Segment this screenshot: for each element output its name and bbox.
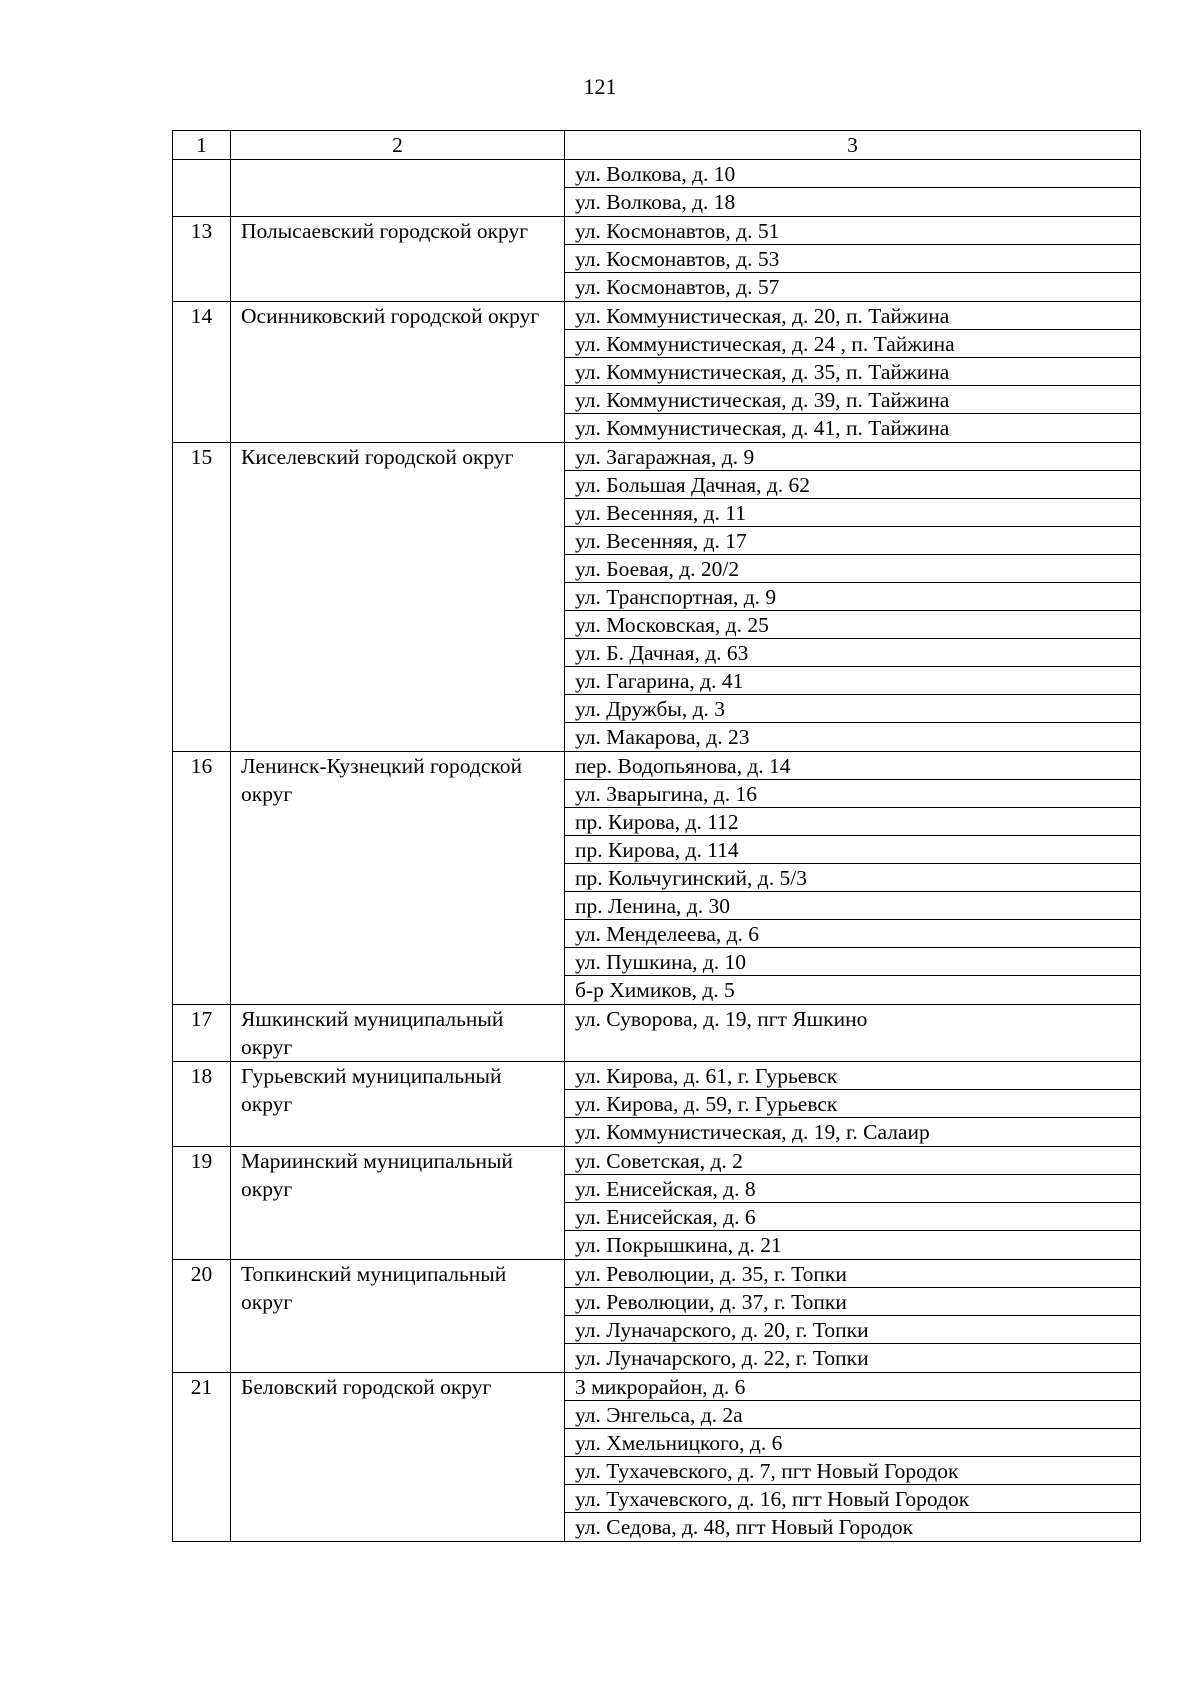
address-cell (565, 1260, 1141, 1373)
address-line: ул. Революции, д. 37, г. Топки (565, 1288, 1140, 1316)
address-line: ул. Дружбы, д. 3 (565, 695, 1140, 723)
table-row-continuation (173, 160, 1141, 217)
row-number: 13 (173, 217, 231, 302)
row-number: 14 (173, 302, 231, 443)
address-line: ул. Транспортная, д. 9 (565, 583, 1140, 611)
address-line: ул. Пушкина, д. 10 (565, 948, 1140, 976)
table-row (173, 443, 1141, 752)
address-cell (565, 302, 1141, 443)
address-line: ул. Коммунистическая, д. 35, п. Тайжина (565, 358, 1140, 386)
address-line: ул. Покрышкина, д. 21 (575, 1233, 782, 1257)
address-line: пр. Кольчугинский, д. 5/3 (565, 864, 1140, 892)
table-row (173, 1062, 1141, 1147)
row-number: 17 (173, 1005, 231, 1062)
address-line: ул. Зварыгина, д. 16 (565, 780, 1140, 808)
address-line: ул. Волкова, д. 18 (575, 190, 736, 214)
district-name: Яшкинский муниципальный округ (231, 1005, 565, 1062)
address-line: ул. Коммунистическая, д. 19, г. Салаир (575, 1120, 930, 1144)
address-line: пр. Ленина, д. 30 (565, 892, 1140, 920)
table-row (173, 1005, 1141, 1062)
address-line: ул. Космонавтов, д. 51 (565, 217, 1140, 245)
table-row (173, 1373, 1141, 1542)
address-line: ул. Коммунистическая, д. 24 , п. Тайжина (565, 330, 1140, 358)
page-number: 121 (583, 74, 617, 99)
address-line: ул. Весенняя, д. 17 (565, 527, 1140, 555)
address-line: ул. Кирова, д. 61, г. Гурьевск (565, 1062, 1140, 1090)
address-line: ул. Суворова, д. 19, пгт Яшкино (575, 1007, 868, 1031)
address-line: ул. Луначарского, д. 20, г. Топки (565, 1316, 1140, 1344)
address-line: ул. Енисейская, д. 6 (565, 1203, 1140, 1231)
address-line: ул. Енисейская, д. 8 (565, 1175, 1140, 1203)
address-line: пер. Водопьянова, д. 14 (565, 752, 1140, 780)
table-header-row (173, 131, 1141, 160)
address-line: ул. Кирова, д. 59, г. Гурьевск (565, 1090, 1140, 1118)
address-line: ул. Коммунистическая, д. 41, п. Тайжина (575, 416, 950, 440)
district-name: Киселевский городской округ (231, 443, 565, 752)
address-cell (565, 1062, 1141, 1147)
table-body (173, 131, 1141, 1542)
address-line: ул. Космонавтов, д. 57 (575, 275, 780, 299)
table-row (173, 752, 1141, 1005)
address-line: ул. Гагарина, д. 41 (565, 667, 1140, 695)
address-line: ул. Коммунистическая, д. 39, п. Тайжина (565, 386, 1140, 414)
row-number-cell (173, 160, 231, 217)
address-line: б-р Химиков, д. 5 (575, 978, 735, 1002)
row-number: 16 (173, 752, 231, 1005)
address-line: ул. Московская, д. 25 (565, 611, 1140, 639)
table-row (173, 302, 1141, 443)
address-line: ул. Советская, д. 2 (565, 1147, 1140, 1175)
district-name: Осинниковский городской округ (231, 302, 565, 443)
address-line: ул. Тухачевского, д. 7, пгт Новый Городок (565, 1457, 1140, 1485)
address-cell (565, 217, 1141, 302)
address-cell (565, 1147, 1141, 1260)
address-line: ул. Революции, д. 35, г. Топки (565, 1260, 1140, 1288)
address-line: ул. Менделеева, д. 6 (565, 920, 1140, 948)
district-name: Мариинский муниципальный округ (231, 1147, 565, 1260)
address-line: пр. Кирова, д. 114 (565, 836, 1140, 864)
address-line: ул. Седова, д. 48, пгт Новый Городок (575, 1515, 914, 1539)
district-name: Беловский городской округ (231, 1373, 565, 1542)
address-cell (565, 443, 1141, 752)
address-line: ул. Б. Дачная, д. 63 (565, 639, 1140, 667)
address-cell (565, 1005, 1141, 1062)
address-line: ул. Волкова, д. 10 (565, 160, 1140, 188)
address-line: ул. Большая Дачная, д. 62 (565, 471, 1140, 499)
district-name: Ленинск-Кузнецкий городской округ (231, 752, 565, 1005)
address-cell (565, 1373, 1141, 1542)
address-line: ул. Космонавтов, д. 53 (565, 245, 1140, 273)
address-line: ул. Весенняя, д. 11 (565, 499, 1140, 527)
district-name-cell (231, 160, 565, 217)
address-line: ул. Боевая, д. 20/2 (565, 555, 1140, 583)
address-line: ул. Луначарского, д. 22, г. Топки (575, 1346, 869, 1370)
district-name: Гурьевский муниципальный округ (231, 1062, 565, 1147)
address-cell (565, 752, 1141, 1005)
row-number: 18 (173, 1062, 231, 1147)
address-line: ул. Макарова, д. 23 (575, 725, 750, 749)
address-table (172, 130, 1141, 1542)
row-number: 20 (173, 1260, 231, 1373)
district-name: Топкинский муниципальный округ (231, 1260, 565, 1373)
district-name: Полысаевский городской округ (231, 217, 565, 302)
row-number: 19 (173, 1147, 231, 1260)
row-number: 15 (173, 443, 231, 752)
address-line: ул. Энгельса, д. 2а (565, 1401, 1140, 1429)
header-col-2: 2 (231, 131, 565, 160)
row-number: 21 (173, 1373, 231, 1542)
address-line: ул. Загаражная, д. 9 (565, 443, 1140, 471)
address-cell (565, 160, 1141, 217)
header-col-1: 1 (173, 131, 231, 160)
address-line: пр. Кирова, д. 112 (565, 808, 1140, 836)
address-line: 3 микрорайон, д. 6 (565, 1373, 1140, 1401)
table-row (173, 1147, 1141, 1260)
header-col-3: 3 (565, 131, 1141, 160)
table-row (173, 1260, 1141, 1373)
address-line: ул. Тухачевского, д. 16, пгт Новый Городок (565, 1485, 1140, 1513)
address-line: ул. Коммунистическая, д. 20, п. Тайжина (565, 302, 1140, 330)
address-line: ул. Хмельницкого, д. 6 (565, 1429, 1140, 1457)
table-row (173, 217, 1141, 302)
